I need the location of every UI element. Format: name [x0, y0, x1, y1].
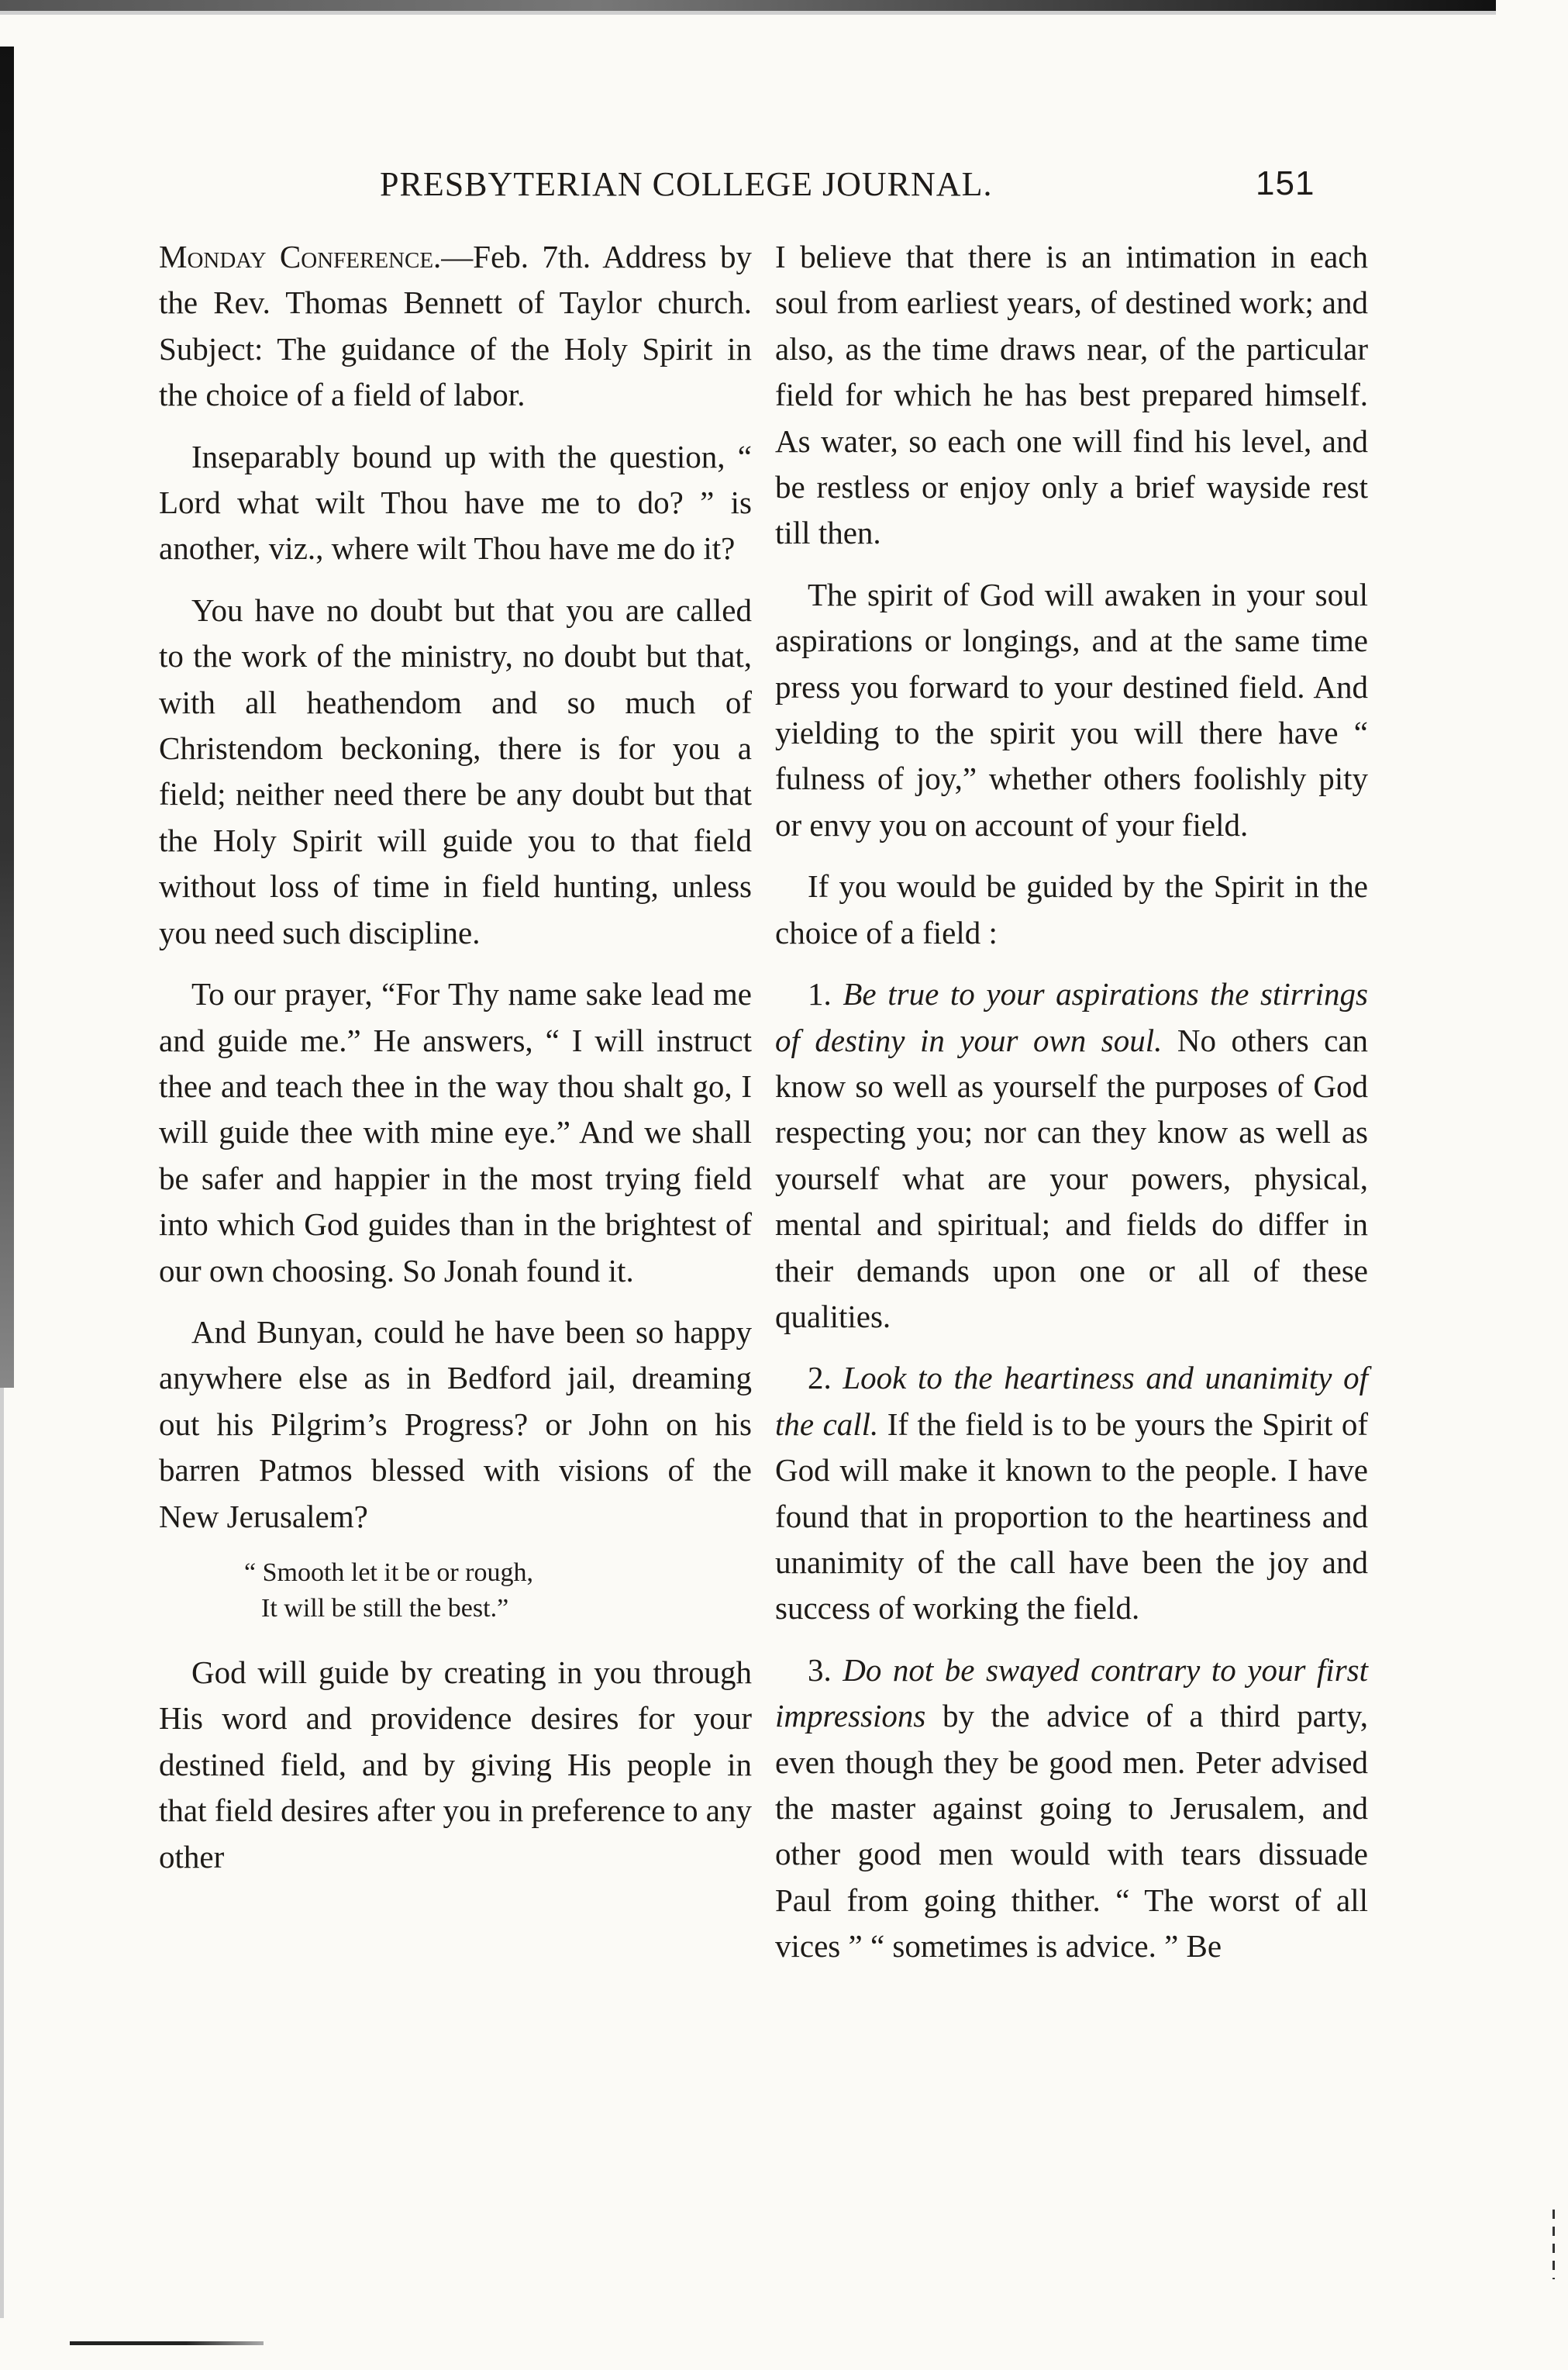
poem-quote — [244, 1555, 752, 1627]
paragraph: To our prayer, “For Thy name sake lead me and guide me.” He answers, “ I will instruct thee and teach thee in the way thou shalt go, I will guide thee with mine eye.” And we shall be safer and happier in the most trying field into which God guides than in the brightest of our own choosing. So Jonah found it. — [159, 976, 752, 1288]
right-column — [775, 234, 1368, 1985]
scan-mark-bottom — [70, 2341, 264, 2345]
paragraph: Inseparably bound up with the question, “ Lord what wilt Thou have me to do? ” is another, viz., where wilt Thou have me do it? — [159, 438, 752, 567]
point-heading: Do not be swayed contrary to your first impressions — [775, 1651, 1369, 1734]
paragraph — [159, 234, 752, 419]
point-number: 1. — [808, 976, 832, 1013]
numbered-point — [775, 1647, 1368, 1970]
scan-border-left-shadow — [0, 1388, 4, 2318]
page-number: 151 — [1256, 164, 1315, 202]
paragraph-text: —Feb. 7th. Address by the Rev. Thomas Bennett of Taylor church. Subject: The guidance of the Holy Spirit in the choice of a field of labor. — [159, 239, 753, 413]
paragraph: And Bunyan, could he have been so happy anywhere else as in Bedford jail, dreaming out his Pilgrim’s Progress? or John on his barren Patmos blessed with visions of the New Jerusalem? — [159, 1313, 752, 1534]
paragraph: God will guide by creating in you through His word and providence desires for your destined field, and by giving His people in that field desires after you in preference to any other — [159, 1654, 752, 1875]
point-text: No others can know so well as yourself the purposes of God respecting you; nor can they know as well as yourself what are your powers, physical, mental and spiritual; and fields do differ in their demands upon one or all of these qualities. — [775, 1022, 1369, 1334]
scan-border-top — [0, 0, 1496, 11]
point-heading: Be true to your aspirations the stirrings of destiny in your own soul. — [775, 976, 1369, 1058]
numbered-point — [775, 1355, 1368, 1631]
point-number: 3. — [808, 1651, 832, 1688]
left-column — [159, 234, 752, 1896]
section-heading: Monday Conference. — [159, 239, 442, 274]
scan-mark-right — [1552, 2210, 1555, 2279]
poem-line: “ Smooth let it be or rough, — [244, 1558, 534, 1587]
numbered-point — [775, 971, 1368, 1340]
poem-line: It will be still the best.” — [261, 1593, 509, 1623]
point-text: by the advice of a third party, even though they be good men. Peter advised the master against going to Jerusalem, and other good men would with tears dissuade Paul from going thither. “ The worst of all vices ” “ sometimes is advice. ” Be — [775, 1698, 1368, 1965]
scan-border-top-shadow — [0, 11, 1496, 15]
point-heading: Look to the heartiness and unanimity of the call. — [775, 1360, 1368, 1442]
paragraph: If you would be guided by the Spirit in the choice of a field : — [775, 868, 1368, 950]
paragraph: I believe that there is an intimation in each soul from earliest years, of destined work; and also, as the time draws near, of the particular field for which he has best prepared himself. As water, so each one will find his level, and be restless or enjoy only a brief wayside rest till then. — [775, 239, 1368, 551]
point-number: 2. — [808, 1360, 832, 1396]
paragraph: The spirit of God will awaken in your soul aspirations or longings, and at the same time press you forward to your destined field. And yielding to the spirit you will there have “ fulness of joy,” whether others foolishly pity or envy you on account of your field. — [775, 576, 1368, 843]
running-header: PRESBYTERIAN COLLEGE JOURNAL. — [380, 165, 993, 203]
paragraph: You have no doubt but that you are called to the work of the ministry, no doubt but that, with all heathendom and so much of Christendom beckoning, there is for you a field; neither need there be any doubt but that the Holy Spirit will guide you to that field without loss of time in field hunting, unless you need such discipline. — [159, 592, 752, 950]
point-text: If the field is to be yours the Spirit of God will make it known to the people. I have found that in proportion to the heartiness and unanimity of the call have been the joy and success of working the field. — [775, 1406, 1368, 1627]
scan-border-left — [0, 47, 14, 1388]
